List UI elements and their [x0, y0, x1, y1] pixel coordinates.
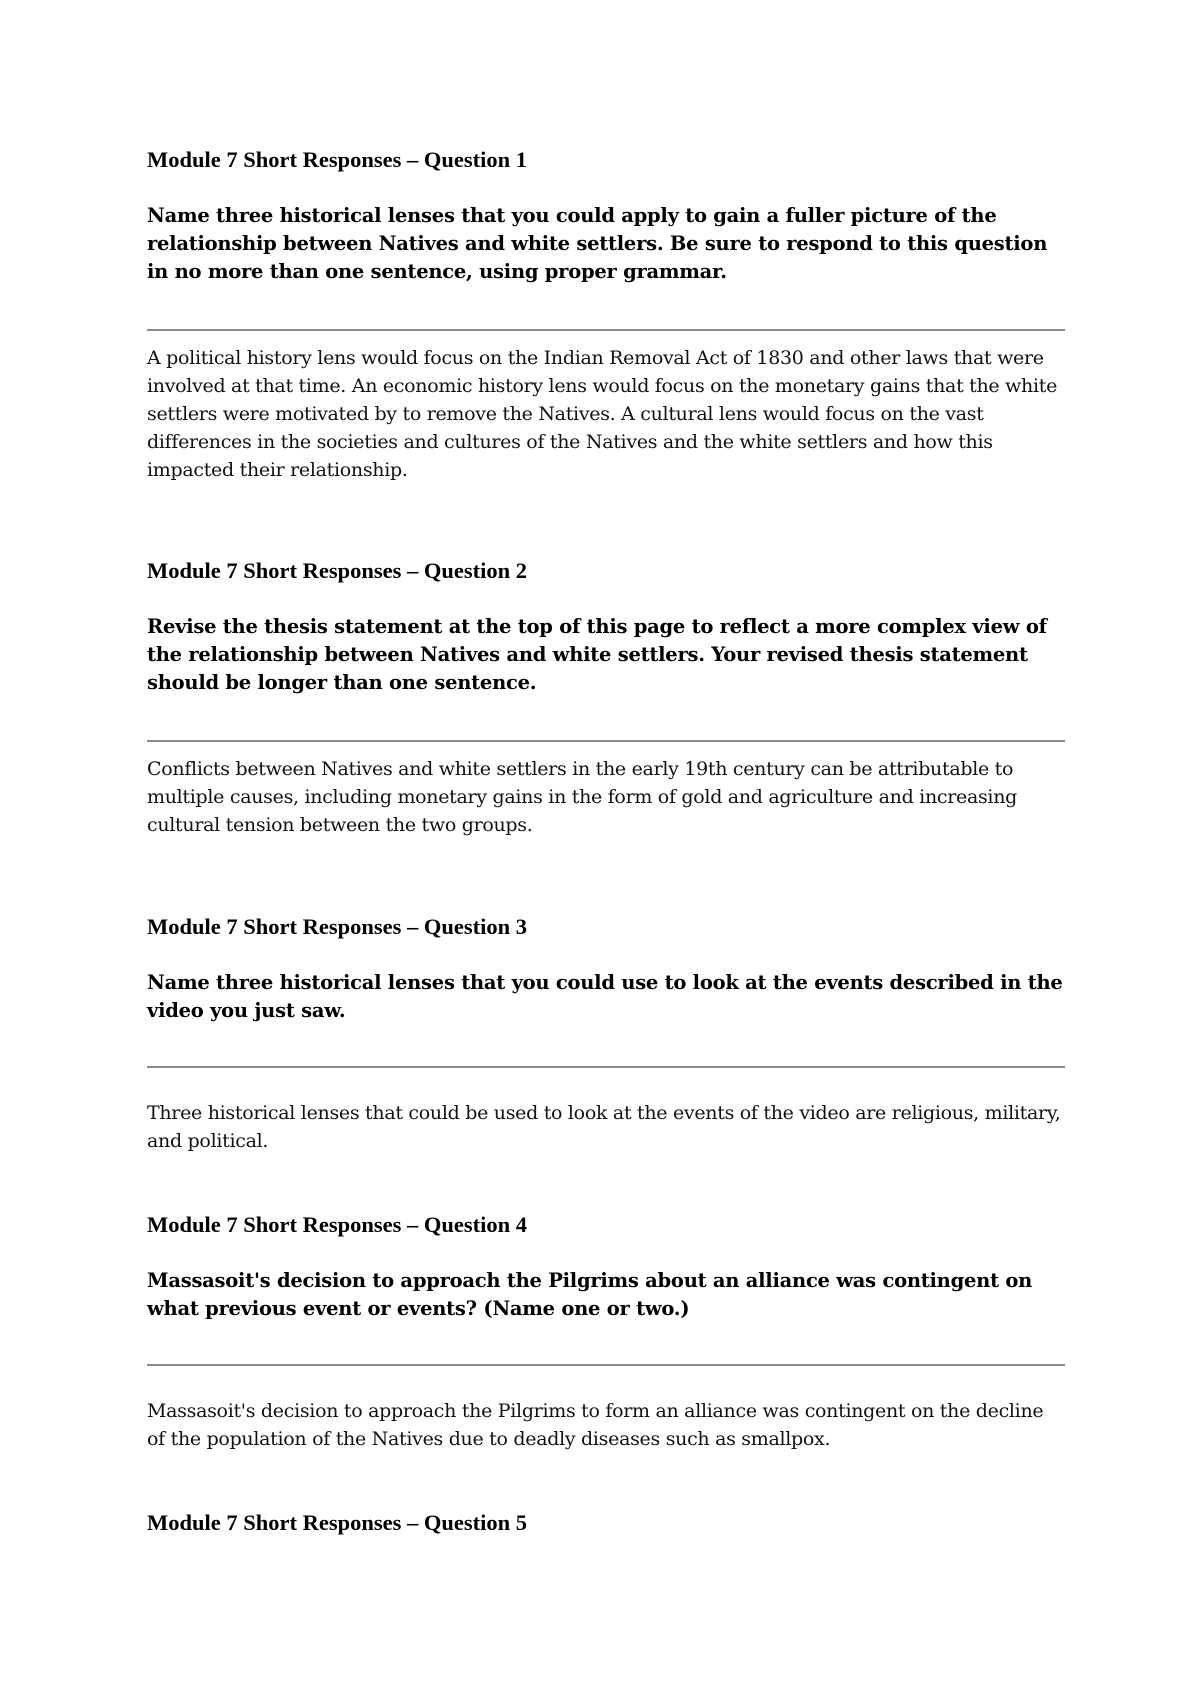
question-4-answer: Massasoit's decision to approach the Pilgrims to form an alliance was contingent on the decline of the population of the Natives due to deadly diseases such as smallpox.: [147, 1400, 1044, 1450]
question-1-section: [147, 146, 1065, 481]
question-1-divider: [147, 329, 1065, 331]
question-3-divider: [147, 1066, 1065, 1068]
question-3-heading: Module 7 Short Responses – Question 3: [147, 914, 528, 939]
question-4-section: [147, 1211, 1065, 1450]
question-3-section: [147, 913, 1065, 1152]
question-3-answer: Three historical lenses that could be used to look at the events of the video are religious, military, and political.: [147, 1102, 1061, 1152]
question-2-divider: [147, 740, 1065, 742]
question-4-prompt: Massasoit's decision to approach the Pilgrims about an alliance was contingent on what previous event or events? (Name one or two.): [147, 1269, 1033, 1320]
question-2-section: [147, 557, 1065, 836]
question-2-answer: Conflicts between Natives and white settlers in the early 19th century can be attributable to multiple causes, including monetary gains in the form of gold and agriculture and increasing cultural tension between the two groups.: [147, 758, 1018, 836]
question-2-heading: Module 7 Short Responses – Question 2: [147, 558, 528, 583]
question-2-prompt: Revise the thesis statement at the top of this page to reflect a more complex view of the relationship between Natives and white settlers. Your revised thesis statement should be longer than one sentence.: [147, 615, 1047, 694]
question-5-heading: Module 7 Short Responses – Question 5: [147, 1510, 528, 1535]
question-1-answer: A political history lens would focus on the Indian Removal Act of 1830 and other laws that were involved at that time. An economic history lens would focus on the monetary gains that the white settlers were motivated by to remove the Natives. A cultural lens would focus on the vast differences in the societies and cultures of the Natives and the white settlers and how this impacted their relationship.: [147, 347, 1058, 481]
question-4-heading: Module 7 Short Responses – Question 4: [147, 1212, 528, 1237]
question-1-prompt: Name three historical lenses that you could apply to gain a fuller picture of the relationship between Natives and white settlers. Be sure to respond to this question in no more than one sentence, using proper grammar.: [147, 204, 1048, 283]
question-1-heading: Module 7 Short Responses – Question 1: [147, 147, 528, 172]
question-5-section: [147, 1509, 1065, 1537]
question-4-divider: [147, 1364, 1065, 1366]
question-3-prompt: Name three historical lenses that you could use to look at the events described in the video you just saw.: [147, 971, 1063, 1022]
